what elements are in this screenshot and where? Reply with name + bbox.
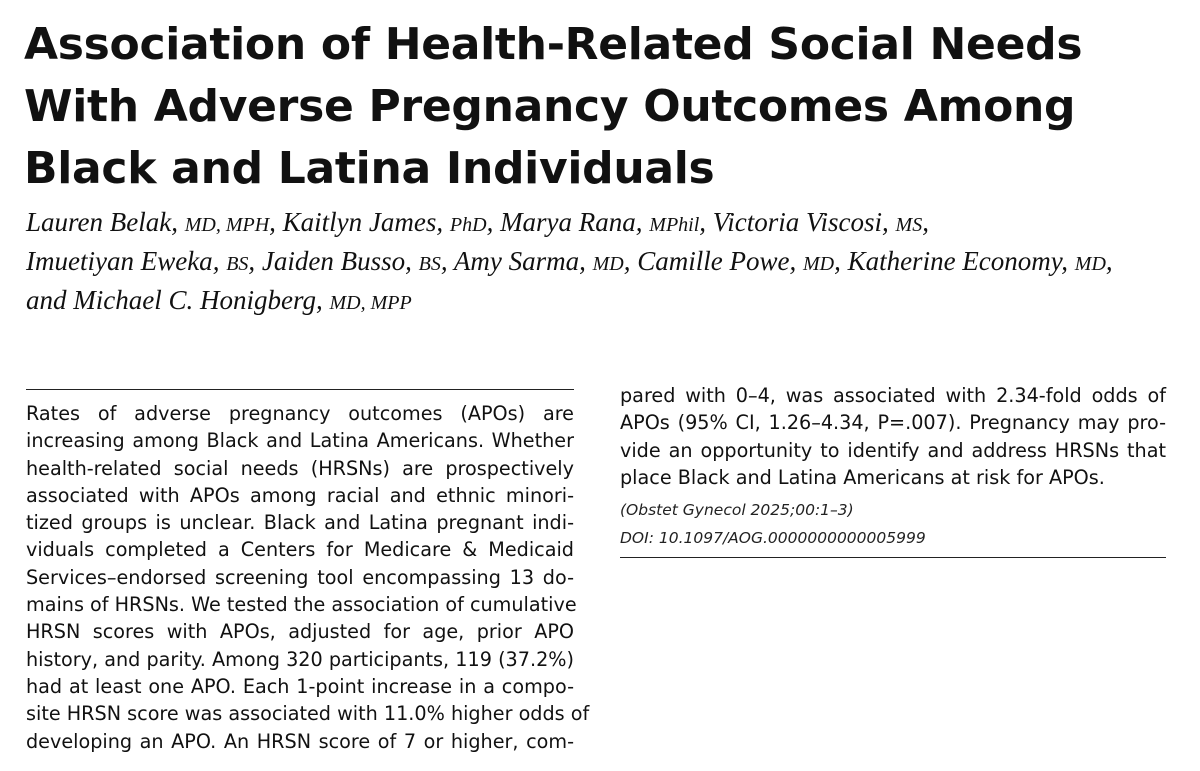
- abstract-line: place Black and Latina Americans at risk for APOs.: [620, 465, 1105, 489]
- author-line: Lauren Belak, MD, MPH, Kaitlyn James, PhD, Marya Rana, MPhil, Victoria Viscosi, MS,: [26, 207, 929, 237]
- author-name: Camille Powe: [637, 246, 790, 276]
- author-name: Amy Sarma: [453, 246, 580, 276]
- journal-citation: (Obstet Gynecol 2025;00:1–3): [620, 501, 854, 519]
- author-degrees: BS: [418, 253, 441, 275]
- author-degrees: MD, MPP: [329, 292, 412, 314]
- abstract-line: HRSN scores with APOs, adjusted for age, prior APO: [26, 620, 574, 644]
- author-name: Victoria Viscosi: [712, 207, 883, 237]
- author-name: Lauren Belak: [26, 207, 172, 237]
- abstract-line: mains of HRSNs. We tested the association of cumulative: [26, 593, 577, 617]
- abstract-line: increasing among Black and Latina Americans. Whether: [26, 429, 574, 453]
- article-title: [24, 14, 1184, 200]
- author-degrees: MPhil: [649, 214, 700, 236]
- author-degrees: MD: [592, 253, 624, 275]
- abstract-line: Rates of adverse pregnancy outcomes (APOs) are: [26, 402, 574, 425]
- abstract-line: health-related social needs (HRSNs) are prospectively: [26, 456, 574, 480]
- author-degrees: PhD: [449, 214, 487, 236]
- author-name: Jaiden Busso: [261, 246, 406, 276]
- author-line: and Michael C. Honigberg, MD, MPP: [26, 285, 412, 315]
- abstract-line: Services–endorsed screening tool encompassing 13 do-: [26, 565, 574, 589]
- abstract-line: history, and parity. Among 320 participants, 119 (37.2%): [26, 647, 574, 671]
- abstract-left-column: [26, 400, 590, 755]
- author-name: Katherine Economy: [847, 246, 1062, 276]
- title-line: Black and Latina Individuals: [24, 143, 715, 194]
- title-line: Association of Health-Related Social Needs: [24, 19, 1083, 70]
- abstract-line: associated with APOs among racial and ethnic minori-: [26, 483, 574, 507]
- abstract-line: viduals completed a Centers for Medicare & Medicaid: [26, 538, 574, 562]
- doi-link[interactable]: DOI: 10.1097/AOG.0000000000005999: [620, 529, 926, 547]
- author-name: and Michael C. Honigberg: [26, 285, 316, 315]
- author-degrees: MS: [895, 214, 923, 236]
- abstract-line: vide an opportunity to identify and address HRSNs that: [620, 438, 1166, 462]
- abstract-right-column: [620, 382, 1166, 491]
- author-name: Marya Rana: [500, 207, 636, 237]
- author-degrees: MD: [1074, 253, 1106, 275]
- author-list: [26, 204, 1186, 321]
- title-line: With Adverse Pregnancy Outcomes Among: [24, 81, 1076, 132]
- abstract-line: site HRSN score was associated with 11.0% higher odds of: [26, 702, 590, 726]
- author-degrees: BS: [226, 253, 249, 275]
- abstract-left-rule: [26, 389, 574, 390]
- abstract-line: tized groups is unclear. Black and Latina pregnant indi-: [26, 511, 574, 535]
- author-name: Kaitlyn James: [282, 207, 437, 237]
- author-line: Imuetiyan Eweka, BS, Jaiden Busso, BS, Amy Sarma, MD, Camille Powe, MD, Katherine Economy, MD,: [26, 246, 1113, 276]
- abstract-line: APOs (95% CI, 1.26–4.34, P=.007). Pregnancy may pro-: [620, 411, 1166, 435]
- abstract-right-rule: [620, 557, 1166, 558]
- author-name: Imuetiyan Eweka: [26, 246, 213, 276]
- abstract-line: had at least one APO. Each 1-point increase in a compo-: [26, 674, 574, 698]
- abstract-line: pared with 0–4, was associated with 2.34-fold odds of: [620, 384, 1166, 407]
- abstract-line: developing an APO. An HRSN score of 7 or higher, com-: [26, 729, 574, 753]
- author-degrees: MD: [802, 253, 835, 275]
- author-degrees: MD, MPH: [184, 214, 270, 236]
